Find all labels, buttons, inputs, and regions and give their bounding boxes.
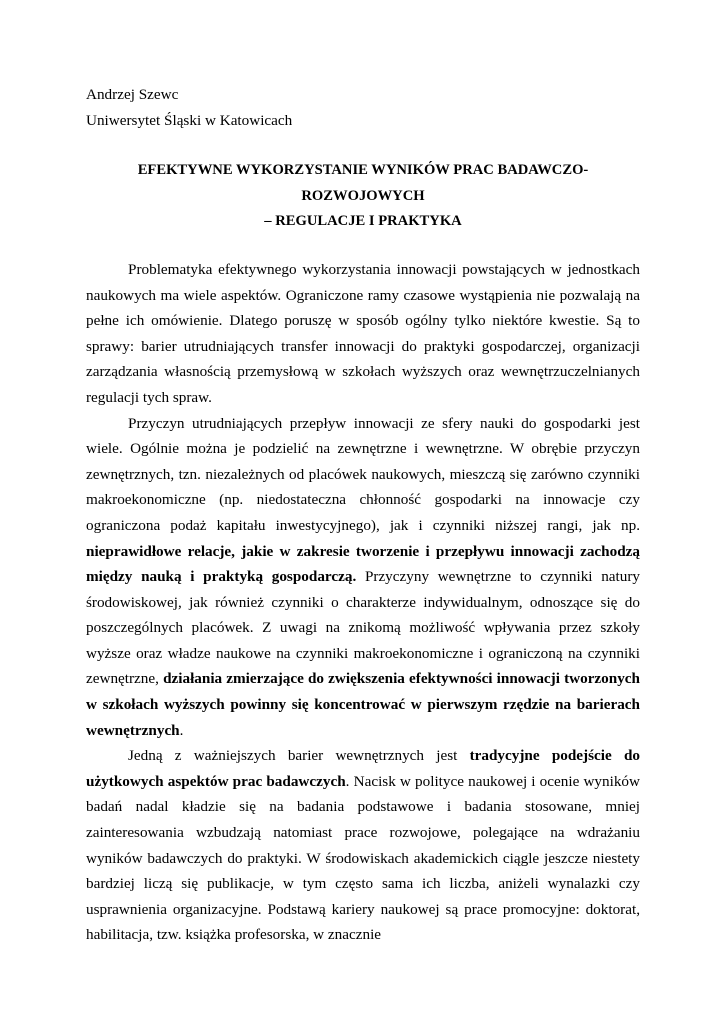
title-line-1: EFEKTYWNE WYKORZYSTANIE WYNIKÓW PRAC BADAWCZO- [137, 162, 589, 179]
paragraph-2-bold-2: działania zmierzające do zwiększenia efektywności innowacji tworzonych w szkołach wyższych powinny się koncentrować w pierwszym rzędzie na barierach wewnętrznych [86, 670, 640, 739]
paragraph-3-bold-1: tradycyjne podejście do użytkowych aspektów prac badawczych [86, 747, 640, 790]
title-line-2: ROZWOJOWYCH [301, 187, 425, 204]
document-page [86, 82, 640, 948]
paragraph-3-text-1: Jedną z ważniejszych barier wewnętrznych jest [128, 747, 470, 765]
author-name: Andrzej Szewc [86, 86, 179, 103]
author-affiliation: Uniwersytet Śląski w Katowicach [86, 111, 293, 129]
paragraph-1 [86, 257, 640, 411]
author-block [86, 82, 640, 133]
document-body [86, 257, 640, 948]
paragraph-2 [86, 411, 640, 744]
paragraph-1-text: Problematyka efektywnego wykorzystania innowacji powstających w jednostkach naukowych ma wiele aspektów. Ograniczone ramy czasowe wystąpienia nie pozwalają na pełne ich omówienie. Dlatego poruszę w sposób ogólny tylko niektóre kwestie. Są to sprawy: barier utrudniających transfer innowacji do praktyki gospodarczej, organizacji zarządzania własnością przemysłową w szkołach wyższych oraz wewnętrzuczelnianych regulacji tych spraw. [86, 260, 640, 406]
document-title [86, 158, 640, 235]
paragraph-2-text-1: Przyczyn utrudniających przepływ innowacji ze sfery nauki do gospodarki jest wiele. Ogólnie można je podzielić na zewnętrzne i wewnętrzne. W obrębie przyczyn zewnętrznych, tzn. niezależnych od placówek naukowych, mieszczą się zarówno czynniki makroekonomiczne (np. niedostateczna chłonność gospodarki na innowacje czy ograniczona podaż kapitału inwestycyjnego), jak i czynniki niższej rangi, jak np. [86, 414, 640, 534]
paragraph-3 [86, 743, 640, 948]
paragraph-2-text-2: Przyczyny wewnętrzne to czynniki natury środowiskowej, jak również czynniki o charakterze indywidualnym, odnoszące się do poszczególnych placówek. Z uwagi na znikomą możliwość wpływania przez szkoły wyższe oraz władze naukowe na czynniki makroekonomiczne i ograniczoną na czynniki zewnętrzne, [86, 568, 640, 688]
paragraph-2-text-3: . [179, 721, 184, 739]
paragraph-2-bold-1: nieprawidłowe relacje, jakie w zakresie tworzenie i przepływu innowacji zachodzą między nauką i praktyką gospodarczą. [86, 542, 640, 586]
paragraph-3-text-2: . Nacisk w polityce naukowej i ocenie wyników badań nadal kładzie się na badania podstawowe i badania stosowane, mniej zainteresowania wzbudzają natomiast prace rozwojowe, polegające na wdrażaniu wyników badawczych do praktyki. W środowiskach akademickich ciągle jeszcze niestety bardziej liczą się publikacje, w tym często sama ich liczba, aniżeli wynalazki czy usprawnienia organizacyjne. Podstawą kariery naukowej są prace promocyjne: doktorat, habilitacja, tzw. książka profesorska, w znacznie [86, 772, 640, 944]
title-line-3: – REGULACJE I PRAKTYKA [264, 213, 462, 230]
